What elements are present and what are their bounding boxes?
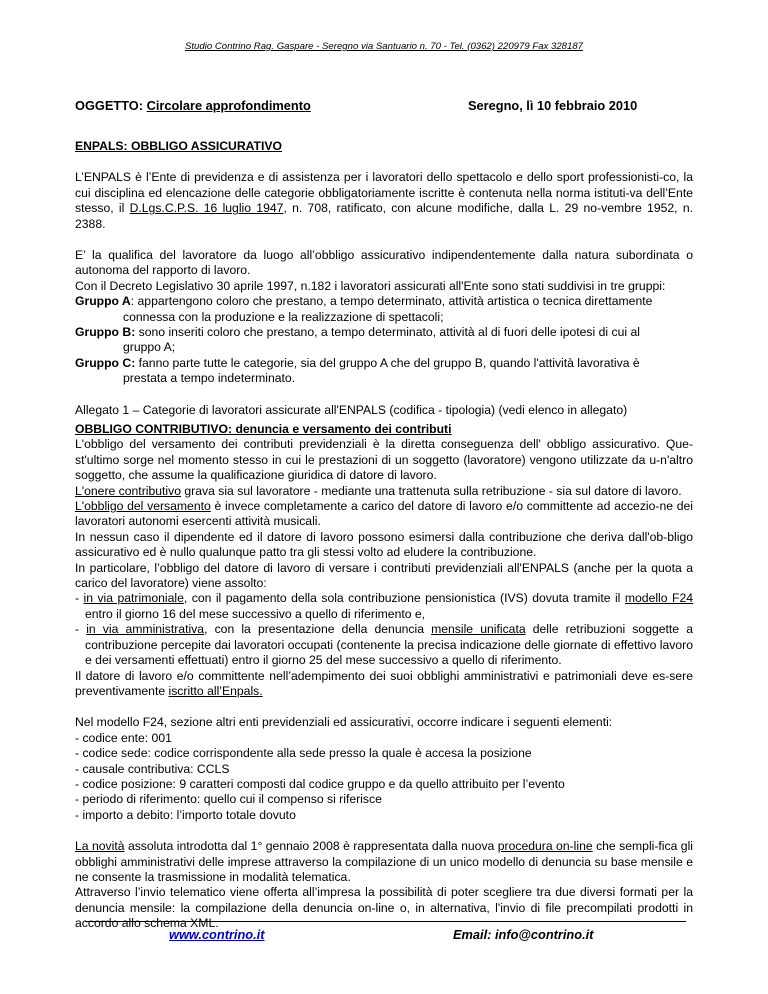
paragraph: In nessun caso il dipendente ed il datore di lavoro possono esimersi dalla contribuzione che deriva dall'ob-bligo assicurativo ed è nullo qualunque patto tra gli stessi volto ad eludere la contribuzione. — [75, 529, 693, 560]
paragraph: L'obbligo del versamento dei contributi previdenziali è la diretta conseguenza dell' obbligo assicurativo. Que-st'ultimo sorge nel momento stesso in cui le prestazioni di un soggetto (lavoratore) vengono utilizzate da u-n'altro soggetto, che assume la qualificazione giuridica di datore di lavoro. — [75, 437, 693, 483]
subject-line — [75, 98, 311, 113]
section-title: ENPALS: OBBLIGO ASSICURATIVO — [75, 139, 282, 153]
list-item: - in via amministrativa, con la presentazione della denuncia mensile unificata delle retribuzioni soggette a contribuzione percepite dai lavoratori occupati (contenente la precisa indicazione delle giornate di effettivo lavoro e dei versamenti effettuati) entro il giorno 25 del mese successivo a quello di riferimento. — [75, 622, 693, 668]
section-enpals — [75, 139, 693, 418]
section-title: OBBLIGO CONTRIBUTIVO: denuncia e versamento dei contributi — [75, 422, 452, 436]
place-date: Seregno, lì 10 febbraio 2010 — [468, 98, 638, 113]
paragraph: Il datore di lavoro e/o committente nell’adempimento dei suoi obblighi amministrativi e patrimoniali deve es-sere preventivamente iscritto all’Enpals. — [75, 668, 693, 698]
law-reference-link: D.Lgs.C.P.S. 16 luglio 1947 — [129, 201, 284, 216]
paragraph: E’ la qualifica del lavoratore da luogo all’obbligo assicurativo indipendentemente dalla natura subordinata o autonoma del rapporto di lavoro. — [75, 248, 693, 278]
paragraph: L'obbligo del versamento è invece completamente a carico del datore di lavoro e/o committente ad accezio-ne dei lavoratori autonomi esercenti attività musicali. — [75, 499, 693, 529]
allegato-note: Allegato 1 – Categorie di lavoratori assicurate all'ENPALS (codifica - tipologia) (vedi elenco in allegato) — [75, 402, 628, 417]
group-c-cont: prestata a tempo indeterminato. — [123, 371, 296, 386]
footer-divider — [85, 921, 686, 922]
paragraph: Con il Decreto Legislativo 30 aprile 1997, n.182 i lavoratori assicurati all'Ente sono stati suddivisi in tre gruppi: — [75, 278, 666, 293]
paragraph: La novità assoluta introdotta dal 1° gennaio 2008 è rappresentata dalla nuova procedura on-line che sempli-fica gli obblighi amministrativi delle imprese attraverso la compilazione di un unico modello di denuncia su base mensile e ne consente la trasmissione in modalità telematica. — [75, 839, 693, 884]
list-item: - importo a debito: l’importo totale dovuto — [75, 807, 296, 822]
website-link[interactable]: www.contrino.it — [169, 927, 265, 942]
list-item: - in via patrimoniale, con il pagamento della sola contribuzione pensionistica (IVS) dovuta tramite il modello F24 entro il giorno 16 del mese successivo a quello di riferimento e, — [75, 591, 693, 621]
f24-intro: Nel modello F24, sezione altri enti previdenziali ed assicurativi, occorre indicare i seguenti elementi: — [75, 715, 613, 730]
list-item: - codice sede: codice corrispondente alla sede presso la quale è accesa la posizione — [75, 746, 532, 761]
subject-label: OGGETTO: — [75, 98, 147, 113]
paragraph: In particolare, l’obbligo del datore di lavoro di versare i contributi previdenziali all'ENPALS (anche per la quota a carico del lavoratore) viene assolto: — [75, 560, 693, 591]
paragraph: L’ENPALS è l’Ente di previdenza e di assistenza per i lavoratori dello spettacolo e dello sport professionisti-co, la cui disciplina ed elencazione delle categorie obbligatoriamente iscritte è contenuta nella norma istituti-va dell’Ente stesso, il D.Lgs.C.P.S. 16 luglio 1947, n. 708, ratificato, con alcune modifiche, dalla L. 29 no-vembre 1952, n. 2388. — [75, 170, 693, 231]
paragraph: Attraverso l’invio telematico viene offerta all’impresa la possibilità di poter scegliere tra due diversi formati per la denuncia mensile: la compilazione della denuncia on-line o, in alternativa, l'invio di file precompilati prodotti in accordo allo schema XML. — [75, 885, 693, 931]
letterhead: Studio Contrino Rag. Gaspare - Seregno via Santuario n. 70 - Tel. (0362) 220979 Fax 328187 — [184, 41, 584, 52]
paragraph: L'onere contributivo grava sia sul lavoratore - mediante una trattenuta sulla retribuzione - sia sul datore di lavoro. — [75, 483, 682, 498]
footer-email: Email: info@contrino.it — [453, 927, 594, 942]
list-item: - causale contributiva: CCLS — [75, 761, 230, 776]
group-a-cont: connessa con la produzione e la realizzazione di spettacoli; — [123, 309, 444, 324]
list-item: - periodo di riferimento: quello cui il compenso si riferisce — [75, 792, 382, 807]
group-c: Gruppo C: fanno parte tutte le categorie, sia del gruppo A che del gruppo B, quando l'attività lavorativa è — [75, 355, 640, 370]
list-item: - codice ente: 001 — [75, 730, 172, 745]
group-b-cont: gruppo A; — [123, 340, 176, 355]
group-b: Gruppo B: sono inseriti coloro che prestano, a tempo determinato, attività al di fuori delle ipotesi di cui al — [75, 325, 640, 340]
list-item: - codice posizione: 9 caratteri composti dal codice gruppo e da quello attribuito per l’evento — [75, 776, 565, 791]
section-obbligo-contributivo — [75, 422, 693, 932]
subject-value: Circolare approfondimento — [146, 98, 311, 113]
group-a: Gruppo A: appartengono coloro che prestano, a tempo determinato, attività artistica o tecnica direttamente — [75, 294, 653, 309]
